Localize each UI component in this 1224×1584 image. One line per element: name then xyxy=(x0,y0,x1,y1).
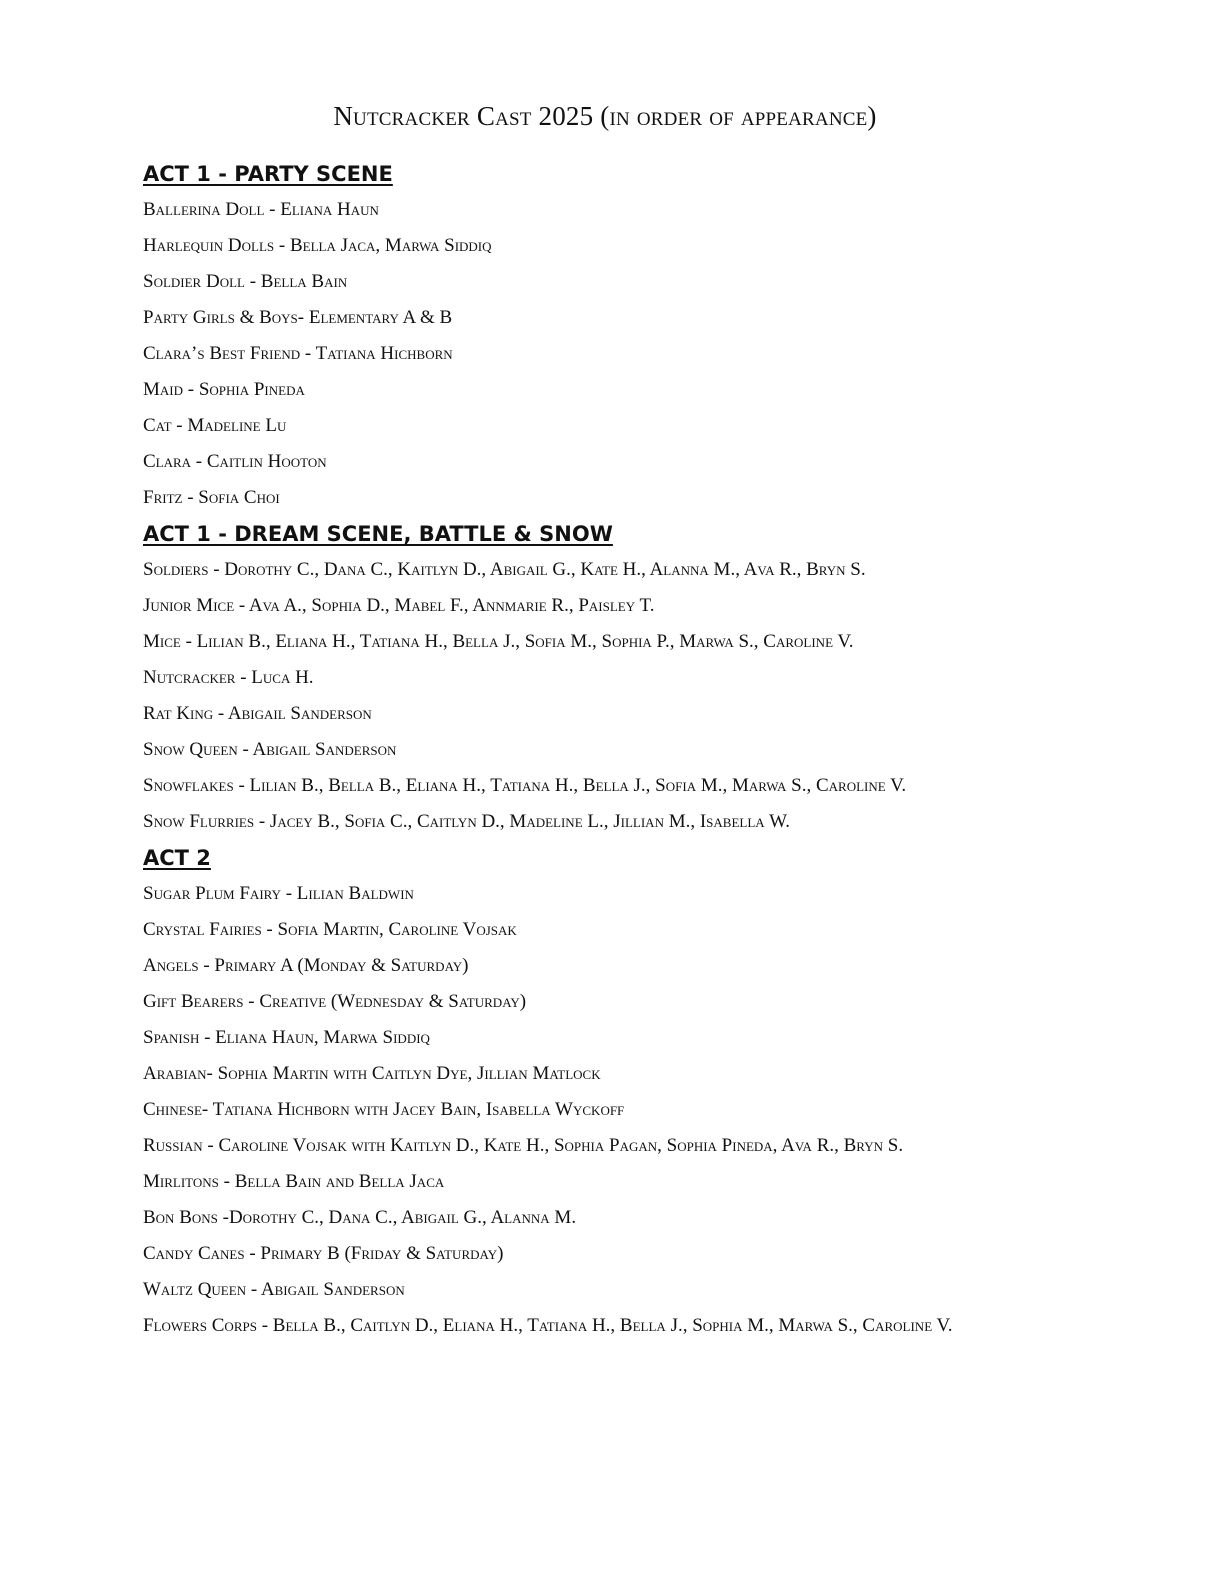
section-act1-party-scene xyxy=(143,156,1183,516)
cast-entry: Soldier Doll - Bella Bain xyxy=(143,271,348,292)
cast-entry: Nutcracker - Luca H. xyxy=(143,667,314,688)
section-heading: ACT 2 xyxy=(143,846,211,870)
cast-entry: Ballerina Doll - Eliana Haun xyxy=(143,199,379,220)
cast-entry: Crystal Fairies - Sofia Martin, Caroline Vojsak xyxy=(143,919,517,940)
cast-entry: Snowflakes - Lilian B., Bella B., Eliana H., Tatiana H., Bella J., Sofia M., Marwa S., Caroline V. xyxy=(143,775,907,796)
cast-entry: Snow Queen - Abigail Sanderson xyxy=(143,739,397,760)
cast-entry: Russian - Caroline Vojsak with Kaitlyn D., Kate H., Sophia Pagan, Sophia Pineda, Ava R., Bryn S. xyxy=(143,1135,904,1156)
cast-entry: Arabian- Sophia Martin with Caitlyn Dye, Jillian Matlock xyxy=(143,1063,601,1084)
cast-entry: Chinese- Tatiana Hichborn with Jacey Bain, Isabella Wyckoff xyxy=(143,1099,625,1120)
section-act1-dream-scene xyxy=(143,516,1183,840)
cast-entry: Clara’s Best Friend - Tatiana Hichborn xyxy=(143,343,453,364)
cast-entry: Waltz Queen - Abigail Sanderson xyxy=(143,1279,405,1300)
cast-entry: Fritz - Sofia Choi xyxy=(143,487,280,508)
section-act2 xyxy=(143,840,1183,1344)
cast-entry: Mirlitons - Bella Bain and Bella Jaca xyxy=(143,1171,445,1192)
section-heading: ACT 1 - DREAM SCENE, BATTLE & SNOW xyxy=(143,522,613,546)
cast-entry: Junior Mice - Ava A., Sophia D., Mabel F., Annmarie R., Paisley T. xyxy=(143,595,655,616)
section-heading: ACT 1 - PARTY SCENE xyxy=(143,162,393,186)
cast-entry: Rat King - Abigail Sanderson xyxy=(143,703,372,724)
cast-list xyxy=(143,156,1183,1344)
cast-entry: Clara - Caitlin Hooton xyxy=(143,451,327,472)
cast-entry: Angels - Primary A (Monday & Saturday) xyxy=(143,955,469,976)
cast-entry: Soldiers - Dorothy C., Dana C., Kaitlyn D., Abigail G., Kate H., Alanna M., Ava R., Bryn S. xyxy=(143,559,866,580)
cast-entry: Flowers Corps - Bella B., Caitlyn D., Eliana H., Tatiana H., Bella J., Sophia M., Marwa S., Caroline V. xyxy=(143,1315,953,1336)
cast-entry: Spanish - Eliana Haun, Marwa Siddiq xyxy=(143,1027,430,1048)
cast-entry: Party Girls & Boys- Elementary A & B xyxy=(143,307,453,328)
cast-entry: Maid - Sophia Pineda xyxy=(143,379,305,400)
cast-entry: Cat - Madeline Lu xyxy=(143,415,287,436)
cast-entry: Snow Flurries - Jacey B., Sofia C., Caitlyn D., Madeline L., Jillian M., Isabella W. xyxy=(143,811,791,832)
cast-entry: Bon Bons -Dorothy C., Dana C., Abigail G., Alanna M. xyxy=(143,1207,577,1228)
cast-entry: Mice - Lilian B., Eliana H., Tatiana H., Bella J., Sofia M., Sophia P., Marwa S., Caroline V. xyxy=(143,631,854,652)
cast-entry: Sugar Plum Fairy - Lilian Baldwin xyxy=(143,883,414,904)
cast-entry: Gift Bearers - Creative (Wednesday & Saturday) xyxy=(143,991,527,1012)
cast-entry: Harlequin Dolls - Bella Jaca, Marwa Siddiq xyxy=(143,235,492,256)
cast-entry: Candy Canes - Primary B (Friday & Saturday) xyxy=(143,1243,504,1264)
page-title: Nutcracker Cast 2025 (in order of appearance) xyxy=(333,101,877,131)
